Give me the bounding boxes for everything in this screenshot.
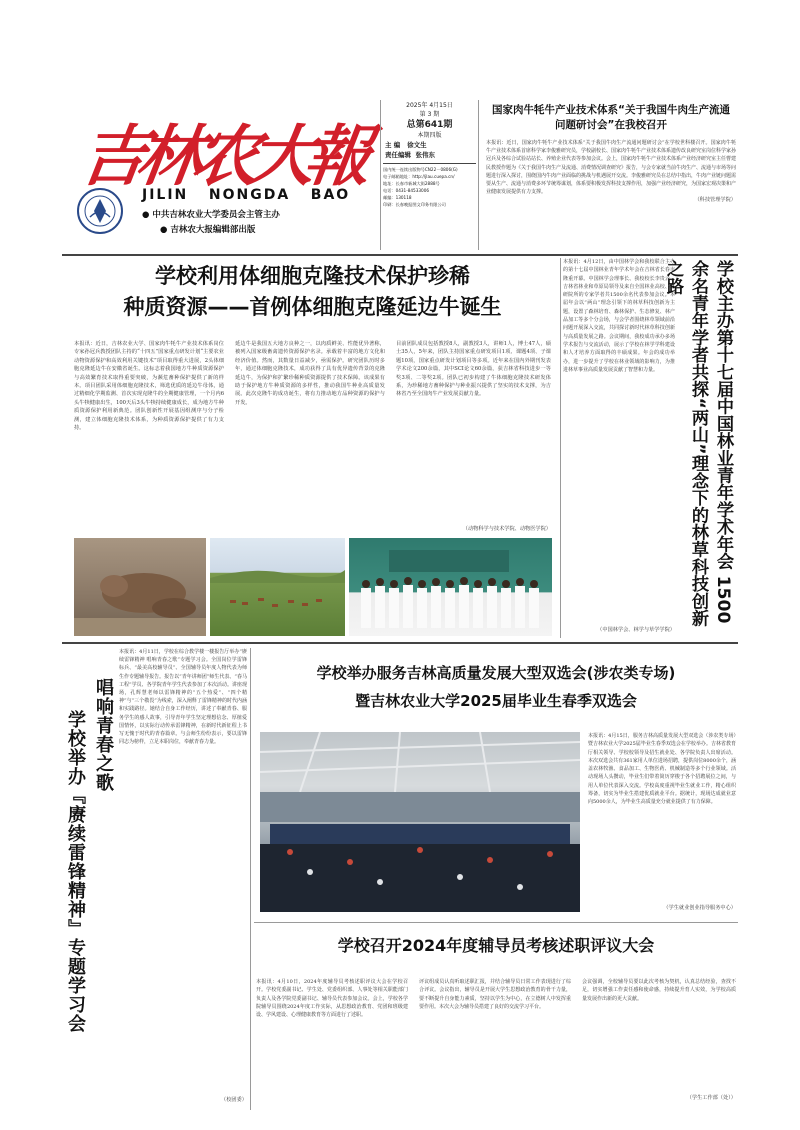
top-right-title: 国家肉牛牦牛产业技术体系“关于我国牛肉生产流通问题研讨会”在我校召开	[492, 104, 730, 131]
job-fair-body: 本报讯：4月15日，服务吉林高质量发展大型双选会（涉农类专场）暨吉林农业大学2025届毕业生春季双选会在学校举办。吉林省教育厅相关领导、学校校领导及招生就业处、各学院负责人出席活动。本次双选会共有361家用人单位进场招聘，提供岗位8000余个，涵盖农林牧渔、食品加工、生物医药、机械制造等多个行业领域。活动现场人头攒动，毕业生们带着简历穿梭于各个招聘展位之间，与用人单位代表深入交流。学校高度重视毕业生就业工作，精心组织筹备，切实为毕业生搭建优质就业平台。据统计，现场达成就业意向5000余人，为毕业生高质量充分就业提供了有力保障。	[588, 733, 736, 806]
top-right-article	[486, 103, 736, 248]
masthead	[70, 95, 375, 245]
lei-feng-body: 本报讯：4月11日，学校在综合教学楼一楼报告厅举办“赓续雷锋精神 唱响青春之歌”专题学习会。全国岗位学雷锋标兵、“最美高校辅导员”、全国辅导员年度人物代表为师生作专题辅导报告。报告以“青年讲师团”师生代表、“春马工程”学员、各学院青年学生代表参加了本次活动。讲座现场，孔辉慧老师以雷锋精神的“五个热爱”、“四个精神”与“三个敬畏”为线索，深入阐释了雷锋精神的时代内涵和实践路径。她结合自身工作经历，讲述了奉献青春、服务学生的感人故事，引导青年学生坚定理想信念、厚植爱国情怀，以实际行动传承雷锋精神，在新时代新征程上书写无愧于时代的青春篇章。与会师生纷纷表示，要以雷锋同志为榜样，立足本职岗位，奉献青春力量。	[119, 649, 247, 746]
masthead-editor: ● 吉林农大报编辑部出版	[160, 225, 256, 235]
lead-article	[70, 258, 555, 638]
masthead-char-5: 報	[299, 117, 377, 195]
masthead-sponsor-text: 中共吉林农业大学委员会主管主办	[152, 210, 280, 220]
top-right-author: （科技管理学院）	[694, 197, 736, 204]
issue-email: 电子邮箱地址：http://jlau.cuepa.cn/	[383, 174, 455, 179]
masthead-char-1: 吉	[75, 117, 153, 195]
job-fair-title-1: 学校举办服务吉林高质量发展大型双选会(涉农类专场)	[316, 664, 676, 682]
issue-duty	[383, 150, 476, 160]
university-emblem-icon	[76, 187, 124, 235]
counselor-col-1: 本报讯：4月10日，2024年度辅导员考核述职评议大会在学校召开。学校党委副书记、学生处、党委组织部、人事处等相关职能部门负责人及各学院党委副书记、辅导员代表参加会议。会上，学校各学院辅导员围绕2024年度工作实际，从思想政治教育、党团和班级建设、学风建设、心理健康教育等方面进行了述职。	[256, 979, 408, 1019]
lei-feng-article	[63, 648, 248, 1108]
counselor-author: （学生工作部（处））	[686, 1095, 736, 1101]
lei-feng-title-1: 唱响青春之歌	[93, 678, 114, 792]
lead-col-2: 延边牛是我国五大地方良种之一，以肉质鲜美、性能优异著称，被列入国家级畜禽遗传资源保护名录。承载着丰富的地方文化和经济价值。然而，其数量日益减少，亟需保护。研究团队历时多年，通过体细胞克隆技术，成功获得了具有优异遗传背景的克隆延边牛，为保护和扩繁珍稀种质资源提供了技术保障。该成果有助于保护地方牛种质资源的多样性，推动我国牛种业高质量发展。此次克隆牛的成功诞生，将有力推动地方品种资源的保护与开发。	[235, 341, 385, 406]
duty-label: 责任编辑	[385, 151, 411, 159]
chief-name: 徐文生	[407, 141, 427, 149]
issue-phone: 电话：0431-84533006	[383, 188, 430, 193]
forestry-body: 本报讯：4月12日，由中国林学会和我校联合主办的第十七届中国林业青年学术年会在吉林省长春市隆重开幕。中国林学会理事长、我校校长李贵云、吉林省林业和草原局领导及来自全国林业高校、科研院所的专家学者共1500余名代表参加会议。本届年会以“两山”理念引领下的林草科技创新为主题，设置了森林培育、森林保护、生态修复、林产品加工等多个分会场，与会学者围绕林草领域前沿问题开展深入交流，共同探讨新时代林草科技创新与高质量发展之路。会议期间，我校成功承办多场学术报告与交流活动，展示了学校在林学学科建设和人才培养方面取得的丰硕成果。年会的成功举办，进一步提升了学校在林业领域的影响力，为推进林草事业高质量发展贡献了智慧和力量。	[563, 259, 675, 373]
cloned-calves-photo	[74, 538, 206, 636]
issue-total: 总第641期	[406, 120, 453, 130]
chief-label: 主 编	[385, 141, 401, 149]
lead-col-1: 本报讯：近日，吉林农业大学、国家肉牛牦牛产业技术体系岗位专家孙冠兵教授团队主持的“十四五”国家重点研发计划“主要农业动物资源保护和高效利用关键技术”项目取得重大进展，2头体细胞克隆延边牛在安徽省诞生。这标志着我国地方牛种质资源保护与高效繁育技术取得重要突破，为濒危畜种保护提供了新的样本。项目团队采用体细胞克隆技术，筛选优质的延边牛母体，通过精细化学期监测、首次实现克隆牛的全期健康管理，一个月内6头牛犊健康出生，100天后3头牛犊持续健康成长，成为地方牛种质资源保护利用新典范。团队创新性开展基因组测序与分子检测，建立体细胞克隆技术体系，为种质资源保护提供了有力支持。	[74, 341, 224, 432]
issue-cn: 国内统一连续出版物号CN22－0806(G)	[383, 167, 458, 172]
masthead-char-2: 林	[131, 117, 209, 195]
forestry-author: （中国林学会、林学与草学学院）	[597, 627, 675, 633]
job-fair-author: （学生就业创业指导服务中心）	[663, 905, 736, 911]
issue-printer: 印刷：长春晚报图文印务有限公司	[383, 202, 446, 207]
forestry-title: 学校主办第十七届中国林业青年学术年会 1500余名青年学者共探“两山”理念下的林草科技创新之路	[663, 260, 733, 627]
issue-period: 第 3 期	[419, 111, 440, 118]
issue-date: 2025年 4月15日	[406, 102, 453, 109]
lead-title-2: 种质资源——首例体细胞克隆延边牛诞生	[123, 295, 502, 319]
masthead-char-3: 农	[187, 117, 265, 195]
top-right-body: 本报讯：近日，国家肉牛牦牛产业技术体系“关于我国牛肉生产流通问题研讨会”在学校世科楼召开。国家肉牛牦牛产业技术体系首席科学家李俊雅研究员，学校副校长、国家肉牛牦牛产业技术体系遗传改良研究室岗位科学家孙冠兵及各综合试验站站长、养殖企业代表等参加会议。会上，国家肉牛牦牛产业技术体系产业经济研究室主任曹建民教授作题为《关于我国牛肉生产及流通、消费情况调查研究》报告，与会专家就当前牛肉生产、流通与市场等问题进行深入探讨，围绕国内牛肉产业面临的挑战与机遇展开交流。李俊雅研究员在总结中指出，牛肉产业链问题需要从生产、流通与消费多环节统筹谋划，体系要积极发挥科技支撑作用，加强产业经济研究，为国家宏观决策和产业健康发展提供有力支撑。	[486, 140, 737, 196]
issue-postcode: 邮编：130118	[383, 195, 412, 200]
masthead-sponsor: ● 中共吉林农业大学委员会主管主办	[142, 210, 280, 220]
lei-feng-title-2: 学校举办『赓续雷锋精神』专题学习会	[65, 710, 86, 1033]
duty-name: 张伟东	[415, 151, 436, 159]
lead-col-3: 目前团队成员包括教授8人，副教授3人，讲师1人，博士47人，硕士35人，5年来，团队主持国家重点研发项目1项、课题4项、子课题10项，国家重点研发计划项目等多项。近年来在国内外期刊发表学术论文200余篇，其中SCI论文60余篇，获吉林省科技进步一等奖3项、二等奖2项。团队已初步构建了牛体细胞克隆技术研发体系，为珍稀地方畜种保护与种业振兴提供了坚实的技术支撑，为吉林省乃至全国肉牛产业发展贡献力量。	[396, 341, 551, 398]
masthead-pinyin: JILIN NONGDA BAO	[142, 187, 351, 203]
counselor-article	[254, 926, 738, 1110]
lead-title-1: 学校利用体细胞克隆技术保护珍稀	[155, 264, 470, 288]
issue-pages: 本期四版	[417, 132, 442, 139]
issue-address: 地址：长春市新城大街2888号	[383, 181, 440, 186]
job-fair-title-2: 暨吉林农业大学2025届毕业生春季双选会	[355, 692, 637, 710]
counselor-title: 学校召开2024年度辅导员考核述职评议大会	[337, 936, 655, 955]
grassland-cattle-photo	[210, 538, 345, 636]
lead-author: （动物科学与技术学院、动物医学院）	[462, 526, 551, 532]
masthead-char-4: 大	[243, 117, 321, 195]
research-team-photo	[349, 538, 552, 636]
counselor-col-2: 评议组成员认真听取述职汇报，并结合辅导员日常工作表现进行了综合评议。会议指出，辅导员是开展大学生思想政治教育的骨干力量，要不断提升自身能力素质，坚持以学生为中心，在立德树人中发挥重要作用。本次大会为辅导员搭建了良好的交流学习平台。	[419, 979, 571, 1010]
job-fair-article	[254, 648, 738, 918]
job-fair-photo	[260, 732, 580, 912]
masthead-editor-text: 吉林农大报编辑部出版	[170, 225, 256, 235]
forestry-conference-article	[563, 258, 737, 638]
lei-feng-author: （校团委）	[221, 1097, 247, 1103]
issue-chief	[383, 140, 476, 150]
counselor-col-3: 会议强调，全校辅导员要以此次考核为契机，认真总结经验，查找不足，切实增强工作责任感和使命感，持续提升育人实效，为学校高质量发展作出新的更大贡献。	[582, 979, 736, 1002]
issue-info	[383, 101, 476, 251]
